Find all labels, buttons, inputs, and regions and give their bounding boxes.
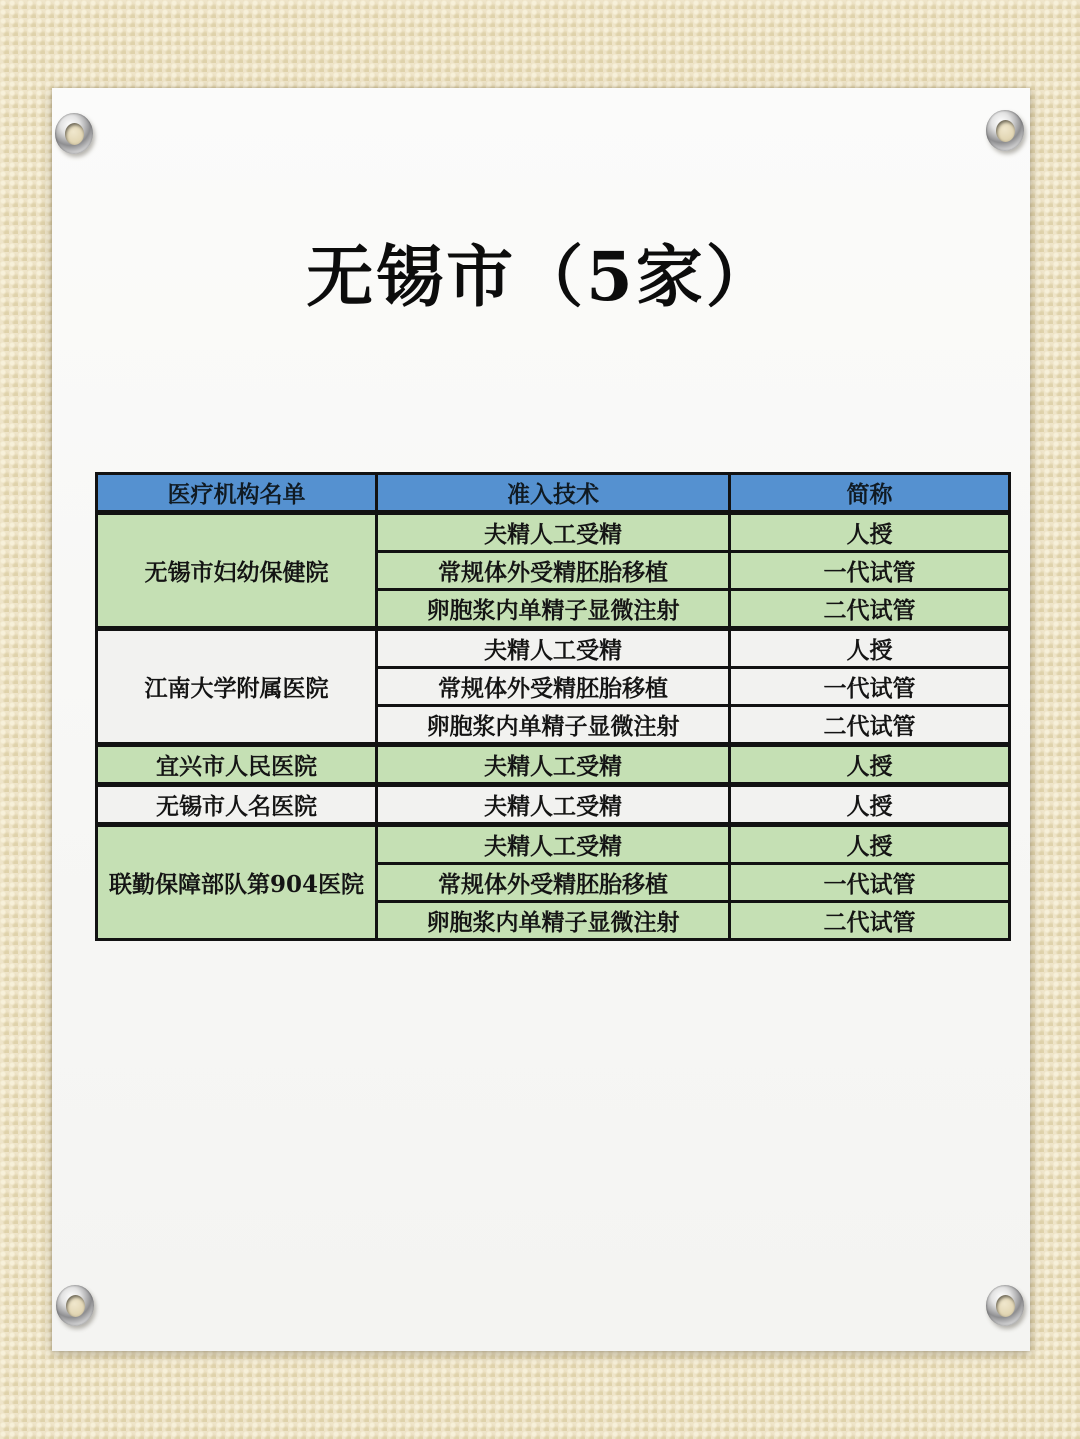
abbr-cell: 二代试管 — [730, 590, 1010, 629]
grommet-top-left-icon — [55, 113, 93, 154]
header-cell-institution: 医疗机构名单 — [97, 474, 377, 513]
slide-title: 无锡市（5家） — [306, 237, 776, 316]
tech-cell: 夫精人工受精 — [377, 745, 730, 785]
grommet-bottom-left-icon — [56, 1285, 94, 1326]
table-row — [97, 629, 1010, 668]
hospital-name-cell: 联勤保障部队第904医院 — [97, 825, 377, 940]
tech-cell: 夫精人工受精 — [377, 785, 730, 825]
medical-institutions-table — [95, 472, 1011, 941]
header-cell-abbreviation: 简称 — [730, 474, 1010, 513]
abbr-cell: 人授 — [730, 513, 1010, 552]
abbr-cell: 人授 — [730, 745, 1010, 785]
abbr-cell: 一代试管 — [730, 864, 1010, 902]
table-header-row — [97, 474, 1010, 513]
grommet-top-right-icon — [986, 110, 1024, 151]
tech-cell: 常规体外受精胚胎移植 — [377, 552, 730, 590]
tech-cell: 夫精人工受精 — [377, 629, 730, 668]
tech-cell: 常规体外受精胚胎移植 — [377, 864, 730, 902]
table-row — [97, 785, 1010, 825]
hospital-name-cell: 无锡市妇幼保健院 — [97, 513, 377, 629]
table-row — [97, 825, 1010, 864]
abbr-cell: 人授 — [730, 785, 1010, 825]
header-cell-technology: 准入技术 — [377, 474, 730, 513]
tech-cell: 卵胞浆内单精子显微注射 — [377, 902, 730, 940]
tech-cell: 夫精人工受精 — [377, 513, 730, 552]
tech-cell: 卵胞浆内单精子显微注射 — [377, 706, 730, 745]
abbr-cell: 人授 — [730, 825, 1010, 864]
abbr-cell: 二代试管 — [730, 902, 1010, 940]
tech-cell: 夫精人工受精 — [377, 825, 730, 864]
abbr-cell: 一代试管 — [730, 668, 1010, 706]
abbr-cell: 人授 — [730, 629, 1010, 668]
hospital-name-cell: 江南大学附属医院 — [97, 629, 377, 745]
tech-cell: 常规体外受精胚胎移植 — [377, 668, 730, 706]
abbr-cell: 一代试管 — [730, 552, 1010, 590]
grommet-bottom-right-icon — [986, 1285, 1024, 1326]
slide-paper — [52, 88, 1030, 1351]
abbr-cell: 二代试管 — [730, 706, 1010, 745]
table-row — [97, 745, 1010, 785]
table-row — [97, 513, 1010, 552]
tech-cell: 卵胞浆内单精子显微注射 — [377, 590, 730, 629]
hospital-name-cell: 无锡市人名医院 — [97, 785, 377, 825]
hospital-name-cell: 宜兴市人民医院 — [97, 745, 377, 785]
